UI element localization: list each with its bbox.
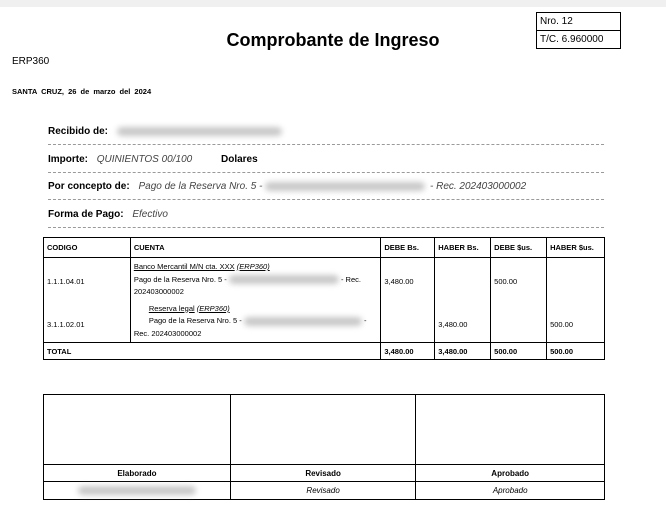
- account-ref: Rec. 202403000002: [133, 328, 202, 338]
- account-detail: Pago de la Reserva Nro. 5 - -: [148, 316, 367, 325]
- signature-space-elaborado: [44, 395, 231, 465]
- table-header: [44, 238, 605, 258]
- label-revisado: Revisado: [230, 465, 416, 482]
- account-ref: 202403000002: [133, 287, 184, 296]
- signature-space-revisado: [230, 395, 416, 465]
- accounting-table: [43, 237, 605, 360]
- signature-space-row: [44, 395, 605, 465]
- recibido-label: Recibido de:: [48, 126, 109, 137]
- voucher-number: Nro. 12: [540, 16, 573, 27]
- signature-name-row: [44, 482, 605, 500]
- concepto-label: Por concepto de:: [48, 181, 130, 192]
- haber-us-value: [550, 276, 601, 287]
- top-strip: [0, 0, 666, 7]
- header-haber-bs: HABER Bs.: [435, 238, 491, 258]
- table-row: [44, 258, 605, 343]
- company-name: ERP360: [12, 56, 50, 67]
- importe-value: QUINIENTOS 00/100: [96, 154, 193, 165]
- haber-bs-value: [438, 276, 487, 287]
- total-haber-bs: 3,480.00: [435, 343, 491, 360]
- redacted-name: [117, 127, 282, 136]
- redacted-detail: [244, 317, 362, 326]
- signature-space-aprobado: [416, 395, 605, 465]
- signature-label-row: [44, 465, 605, 482]
- exchange-rate: T/C. 6.960000: [537, 30, 620, 48]
- number-box: [536, 12, 621, 49]
- redacted-concept: [265, 182, 425, 191]
- header-cuenta: CUENTA: [130, 238, 381, 258]
- header-haber-us: HABER $us.: [547, 238, 605, 258]
- name-revisado: Revisado: [230, 482, 416, 500]
- label-elaborado: Elaborado: [44, 465, 231, 482]
- header-codigo: CODIGO: [44, 238, 131, 258]
- haber-us-value: 500.00: [550, 320, 574, 329]
- field-importe: [48, 154, 604, 173]
- row-codigo: 1.1.1.04.01: [47, 277, 85, 286]
- concepto-prefix: Pago de la Reserva Nro. 5 -: [138, 181, 263, 192]
- label-aprobado: Aprobado: [416, 465, 605, 482]
- place-date: SANTA CRUZ, 26 de marzo del 2024: [12, 87, 152, 96]
- name-aprobado: Aprobado: [416, 482, 605, 500]
- account-detail: Pago de la Reserva Nro. 5 - - Rec.: [133, 274, 361, 284]
- name-elaborado: [44, 482, 231, 500]
- debe-us-value: 500.00: [494, 277, 518, 286]
- signature-table: [43, 394, 605, 500]
- field-concepto: [48, 181, 604, 200]
- row-codigo: 3.1.1.02.01: [47, 320, 85, 329]
- redacted-detail: [229, 275, 339, 284]
- total-debe-us: 500.00: [491, 343, 547, 360]
- debe-bs-value: 3,480.00: [384, 277, 414, 286]
- total-debe-bs: 3,480.00: [381, 343, 435, 360]
- field-recibido: [48, 126, 604, 145]
- header-debe-bs: DEBE Bs.: [381, 238, 435, 258]
- forma-label: Forma de Pago:: [48, 209, 124, 220]
- redacted-name: [78, 486, 196, 495]
- total-row: [44, 343, 605, 360]
- importe-label: Importe:: [48, 154, 88, 165]
- concepto-suffix: - Rec. 202403000002: [429, 181, 527, 192]
- forma-value: Efectivo: [132, 209, 168, 220]
- total-label: TOTAL: [44, 343, 381, 360]
- header-debe-us: DEBE $us.: [491, 238, 547, 258]
- account-name: Banco Mercantil M/N cta. XXX (ERP360): [133, 262, 270, 271]
- field-forma-pago: [48, 209, 604, 228]
- total-haber-us: 500.00: [547, 343, 605, 360]
- document-title: Comprobante de Ingreso: [226, 30, 440, 50]
- account-name: Reserva legal (ERP360): [148, 303, 230, 313]
- haber-bs-value: 3,480.00: [438, 320, 468, 329]
- importe-currency: Dolares: [220, 154, 258, 165]
